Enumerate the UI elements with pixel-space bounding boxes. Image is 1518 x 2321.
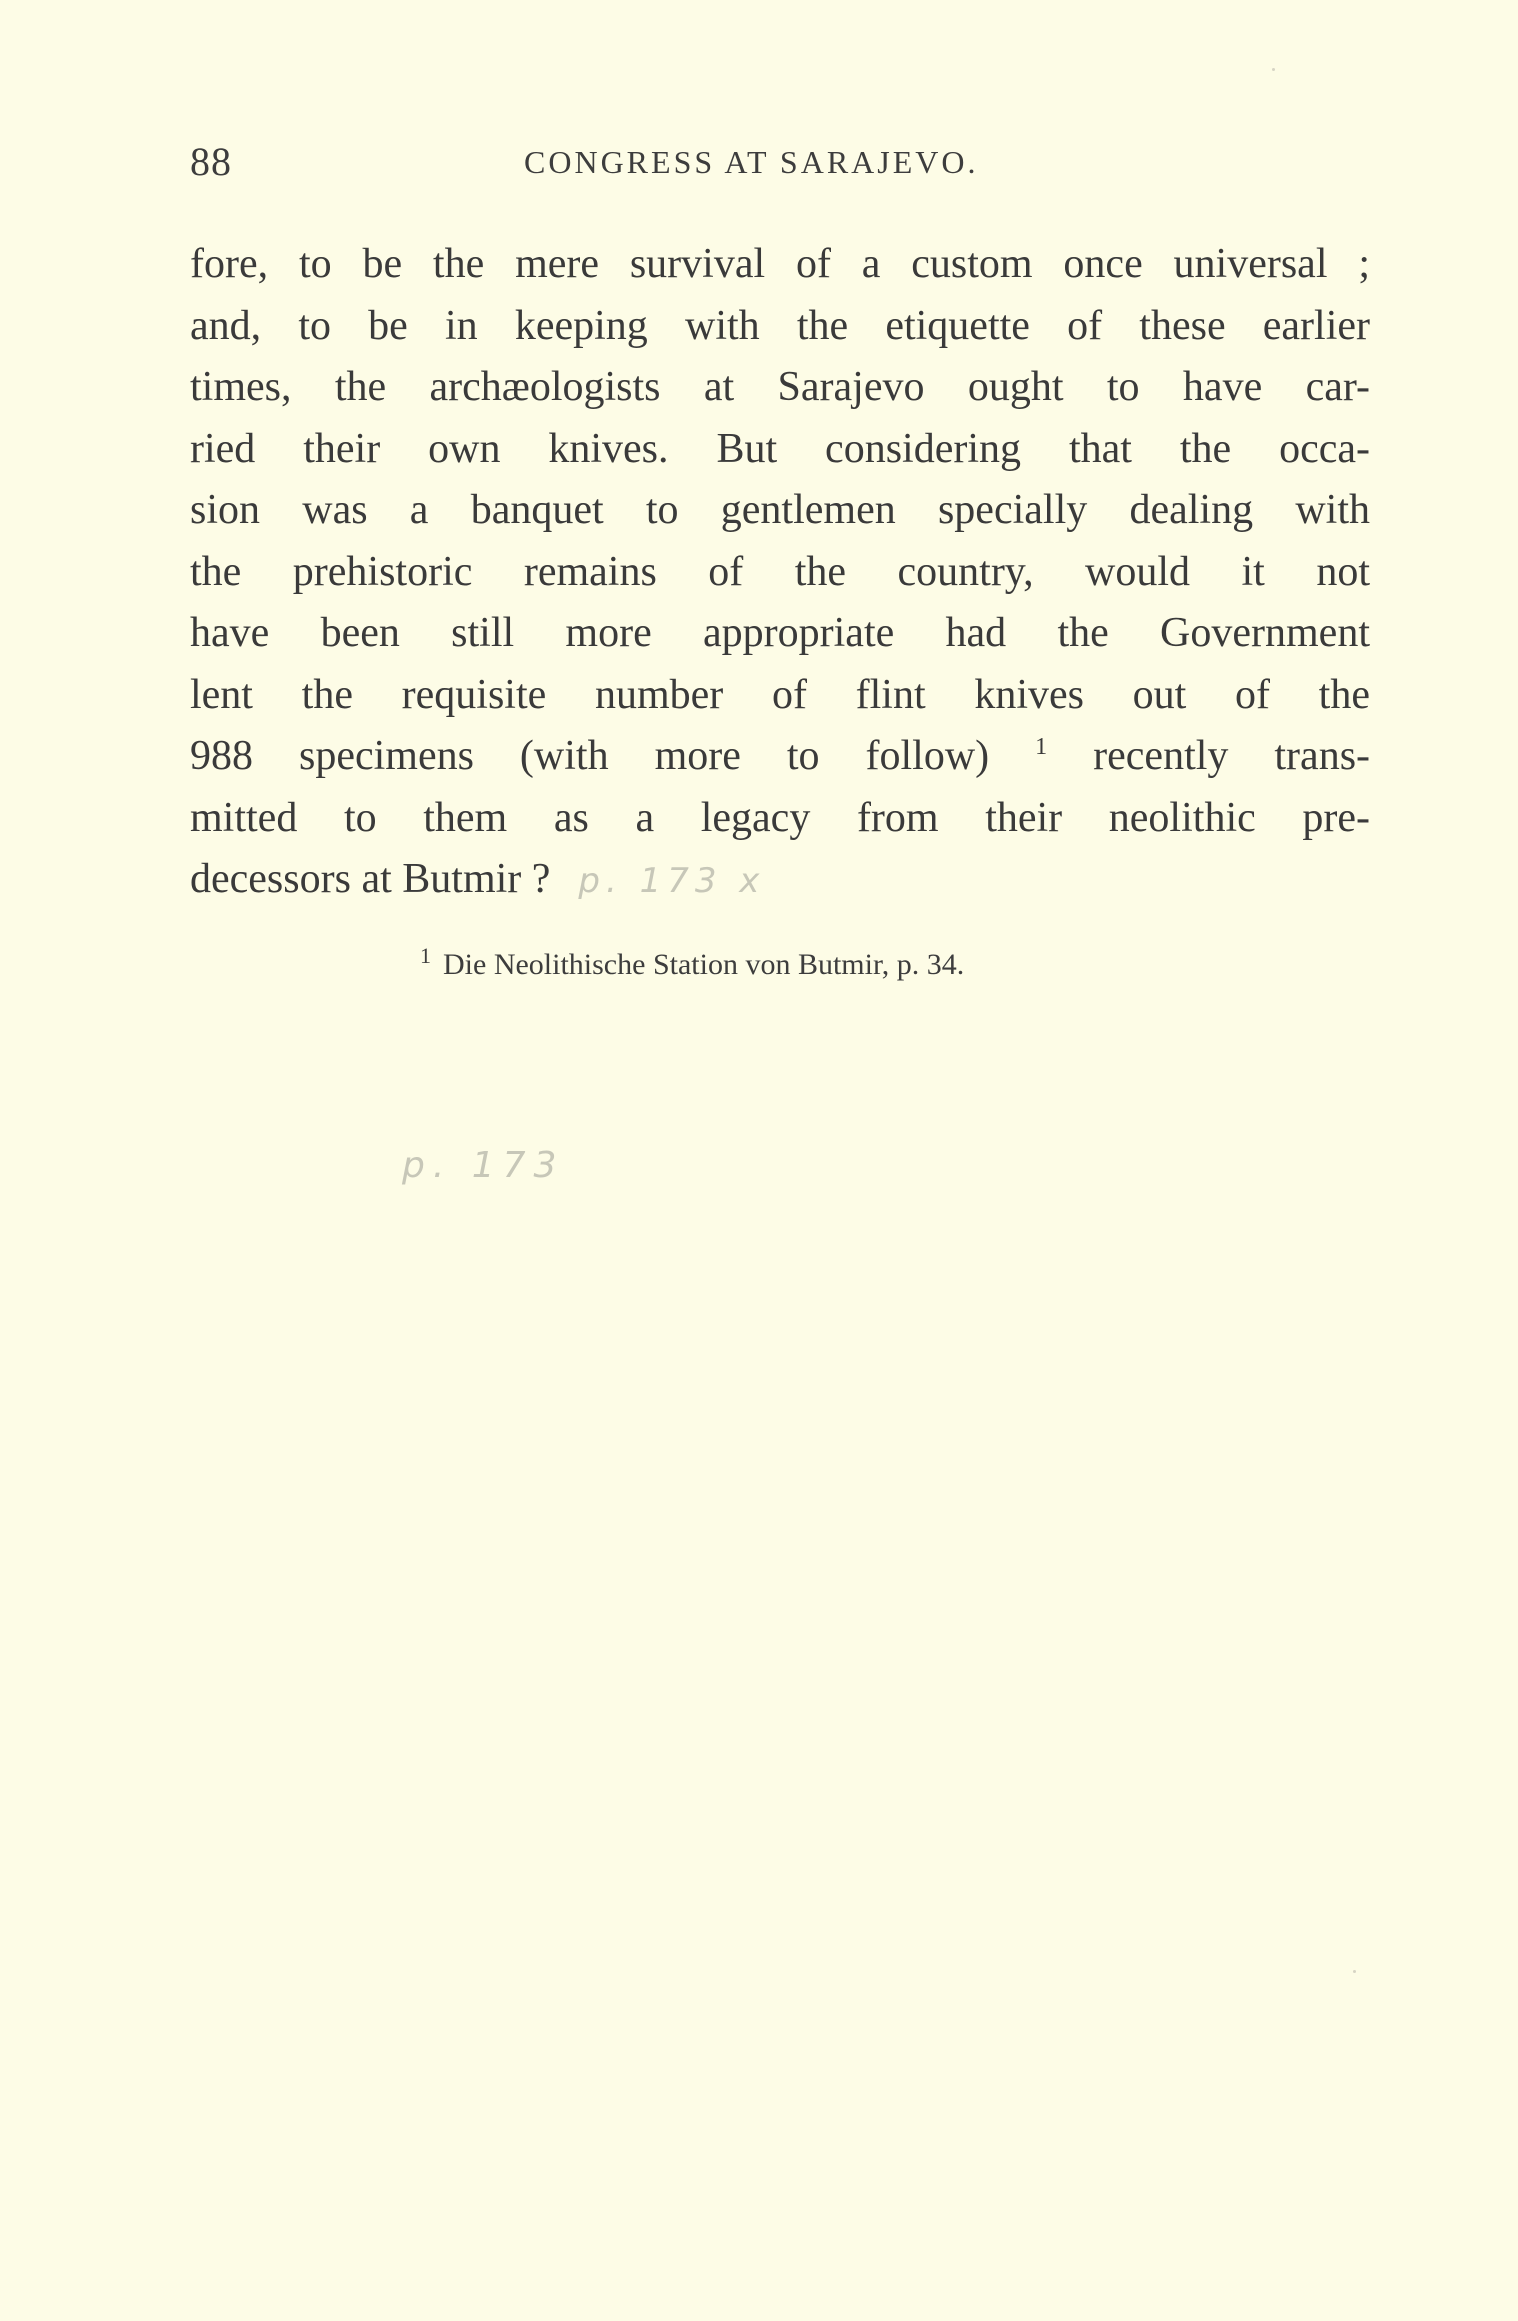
text-line: have been still more appropriate had the Government <box>190 610 1370 656</box>
text-line <box>190 726 1370 788</box>
text-line: fore, to be the mere survival of a custom once universal ; <box>190 241 1370 287</box>
paper-speck <box>1272 68 1275 71</box>
text-line-part: recently trans- <box>1093 733 1371 779</box>
text-line: the prehistoric remains of the country, would it not <box>190 548 1370 595</box>
footnote-reference: 1 <box>1035 734 1048 760</box>
text-line-part: 988 specimens (with more to follow) <box>190 733 990 779</box>
running-head: CONGRESS AT SARAJEVO. <box>524 144 979 180</box>
text-line <box>190 849 1370 911</box>
pencil-annotation-lower: p. 173 <box>402 1145 565 1186</box>
text-line: mitted to them as a legacy from their neolithic pre- <box>190 794 1370 841</box>
footnote-text: Die Neolithische Station von Butmir, p. 34. <box>443 948 965 981</box>
text-line: sion was a banquet to gentlemen specially dealing with <box>190 487 1370 533</box>
text-line: ried their own knives. But considering that the occa- <box>190 425 1370 472</box>
body-text <box>190 234 1370 911</box>
text-line: times, the archæologists at Sarajevo ought to have car- <box>190 364 1370 410</box>
pencil-annotation: p. 173 x <box>578 861 766 901</box>
page-number: 88 <box>190 139 232 184</box>
text-line: and, to be in keeping with the etiquette of these earlier <box>190 302 1370 349</box>
paper-speck <box>1353 1970 1356 1973</box>
text-line: lent the requisite number of flint knives out of the <box>190 671 1370 718</box>
footnote-marker: 1 <box>420 943 431 968</box>
footnote <box>420 943 965 982</box>
text-line-part: decessors at Butmir ? <box>190 856 551 902</box>
